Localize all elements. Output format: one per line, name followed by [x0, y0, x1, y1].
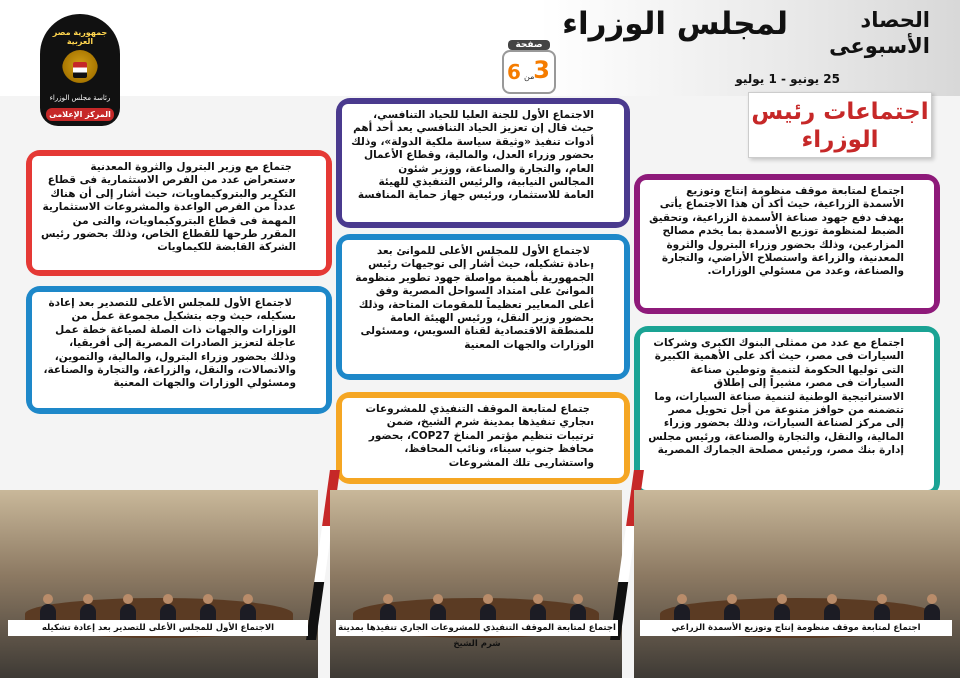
- card-text: الاجتماع الأول للمجلس الأعلى للموانئ بعد إعادة تشكيله، حيث أشار إلى توجيهات رئيس الجمهورية بأهمية مواصلة جهود تطوير منظومة الموانئ على امتداد السواحل المصرية وفق أعلى المعايير تعظيماً للمقومات المتاحة، وذلك بحضور وزير النقل، ورئيس الهيئة العامة للمنطقة الاقتصادية لقناة السويس، ومسئولى الوزارات والجهات المعنية: [342, 240, 624, 374]
- meeting-card-11: [336, 392, 630, 484]
- meeting-photo-fertilizer: [634, 490, 960, 678]
- total-pages: 6: [507, 60, 521, 84]
- card-number: 7: [911, 176, 932, 211]
- card-text: اجتماع مع وزير البترول والثروة المعدنية لاستعراض عدد من الفرص الاستثمارية فى قطاع التكرير والبتروكيماويات، حيث أشار إلى أن هناك عدداً من الفرص الواعدة والمشروعات الاستثمارية المهمة فى قطاع البتروكيماويات، والتى من المقرر طرحها للقطاع الخاص، وذلك بحضور رئيس الشركة القابضة للكيماويات: [32, 156, 326, 270]
- card-number: 10: [580, 236, 622, 271]
- title-harvest: الحصاد: [860, 8, 930, 32]
- current-page: 3: [533, 56, 550, 84]
- card-number: 13: [282, 288, 324, 323]
- page-label: صفحة: [508, 40, 550, 50]
- eagle-emblem-icon: [62, 50, 98, 88]
- meeting-card-7: [634, 174, 940, 314]
- title-weekly: الأسبوعى: [829, 34, 930, 58]
- card-text: اجتماع مع عدد من ممثلى البنوك الكبرى وشركات السيارات فى مصر، حيث أكد على الأهمية الكبيرة التى توليها الحكومة لتنمية وتوطين صناعة السيارات فى مصر، مشيراً إلى إطلاق الاستراتيجية الوطنية لتنمية صناعة السيارات، وما تتضمنه من حوافز متنوعة من أجل تحويل مصر إلى مركز لصناعة السيارات، وذلك بحضور وزراء المالية، والنقل، والتجارة والصناعة، ورئيس مجلس إدارة بنك مصر، ورئيس مصلحة الجمارك المصرية: [640, 332, 934, 490]
- card-text: الاجتماع الأول للمجلس الأعلى للتصدير بعد إعادة تشكيله، حيث وجه بتشكيل مجموعة عمل من الوزارات والجهات ذات الصلة لصياغة خطة عمل عاجلة لتعزيز الصادرات المصرية إلى أفريقيا، وذلك بحضور وزراء البترول، والمالية، والتموين، والاتصالات، والنقل، والزراعة، والتجارة والصناعة، ومسئولي الوزارات والجهات المعنية: [32, 292, 326, 408]
- card-number: 9: [601, 100, 622, 135]
- section-title: اجتماعات رئيس الوزراء: [748, 92, 932, 158]
- logo-mid-text: رئاسة مجلس الوزراء: [49, 94, 111, 102]
- card-text: اجتماع لمتابعة الموقف التنفيذي للمشروعات الجاري تنفيذها بمدينة شرم الشيخ، ضمن ترتيبات تنظيم مؤتمر المناخ COP27، بحضور محافظ جنوب سيناء، ونائب المحافظ، واستشاريى تلك المشروعات: [342, 398, 624, 478]
- logo-bottom-text: المركز الإعلامى: [46, 108, 114, 121]
- meeting-photo-export-council: [0, 490, 318, 678]
- logo-top-text: جمهورية مصر العربية: [52, 28, 108, 46]
- page-of-label: من: [524, 72, 535, 81]
- card-text: اجتماع لمتابعة موقف منظومة إنتاج وتوزيع الأسمدة الزراعية، حيث أكد أن هذا الاجتماع يأتى بهدف دفع جهود صناعة الأسمدة الزراعية، وتحقيق الضبط لمنظومة توزيع الأسمدة بما يخدم مصالح المزارعين، وذلك بحضور وزراء البترول والثروة المعدنية، والزراعة واستصلاح الأراضي، والتجارة والصناعة، وعدد من مسئولي الوزارات.: [640, 180, 934, 308]
- photo-caption: اجتماع لمتابعة موقف منظومة إنتاج وتوزيع الأسمدة الزراعي: [640, 620, 952, 636]
- card-number: 8: [911, 328, 932, 363]
- card-number: 11: [580, 394, 622, 429]
- date-range: 25 يونيو - 1 يوليو: [735, 72, 840, 86]
- card-number: 12: [282, 152, 324, 187]
- card-text: الاجتماع الأول للجنة العليا للحياد التنافسي، حيث قال إن تعزيز الحياد التنافسي يعد أحد أهم أدوات تنفيذ «وثيقة سياسة ملكية الدولة»، وذلك بحضور وزراء العدل، والمالية، وقطاع الأعمال العام، والتجارة والصناعة، ووزير شئون المجالس النيابية، والرئيس التنفيذي للهيئة العامة للاستثمار، ورئيس جهاز حماية المنافسة: [342, 104, 624, 222]
- meeting-card-8: [634, 326, 940, 496]
- page-title: لمجلس الوزراء: [562, 6, 788, 42]
- photo-caption: اجتماع لمتابعة الموقف التنفيذي للمشروعات الجاري تنفيذها بمدينة شرم الشيخ: [336, 620, 618, 636]
- page-number-badge: [502, 40, 556, 94]
- meeting-card-9: [336, 98, 630, 228]
- meeting-card-13: [26, 286, 332, 414]
- photo-caption: الاجتماع الأول للمجلس الأعلى للتصدير بعد إعادة تشكيله: [8, 620, 308, 636]
- meeting-card-12: [26, 150, 332, 276]
- meeting-card-10: [336, 234, 630, 380]
- cabinet-logo: [40, 14, 120, 126]
